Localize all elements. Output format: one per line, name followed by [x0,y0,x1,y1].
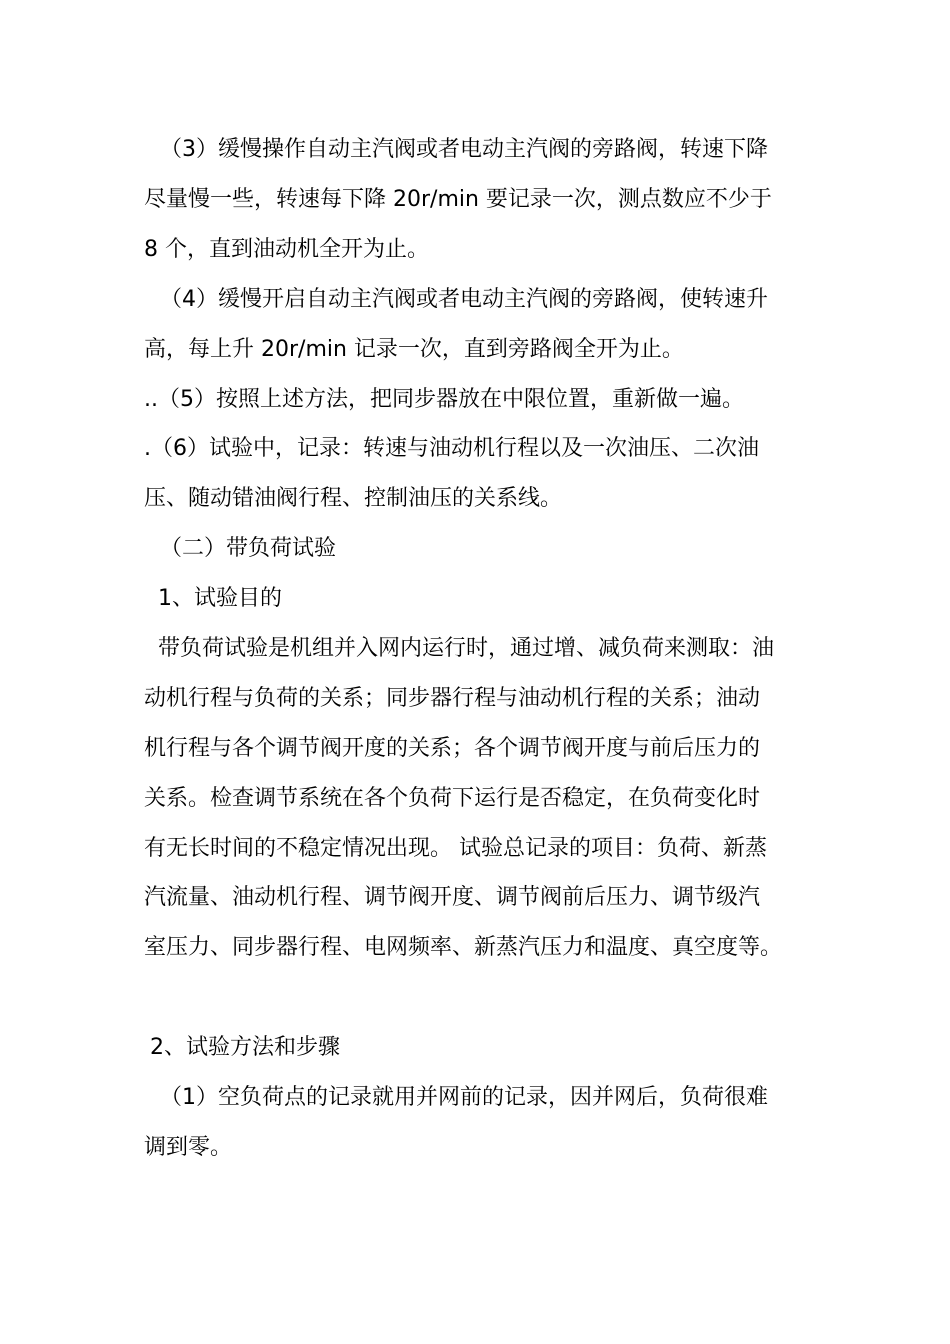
paragraph-line: 室压力、同步器行程、电网频率、新蒸汽压力和温度、真空度等。 [144,935,783,960]
paragraph-line: 机行程与各个调节阀开度的关系；各个调节阀开度与前后压力的 [144,736,761,761]
paragraph-line: （1）空负荷点的记录就用并网前的记录，因并网后，负荷很难 [160,1085,768,1110]
paragraph-line: 汽流量、油动机行程、调节阀开度、调节阀前后压力、调节级汽 [144,885,761,910]
paragraph-line: .（6）试验中，记录：转速与油动机行程以及一次油压、二次油 [144,436,759,461]
paragraph-line: 高，每上升 20r/min 记录一次，直到旁路阀全开为止。 [144,337,684,362]
paragraph-line: 8 个，直到油动机全开为止。 [144,237,429,262]
paragraph-line: 动机行程与负荷的关系；同步器行程与油动机行程的关系；油动 [144,686,761,711]
paragraph-line: （4）缓慢开启自动主汽阀或者电动主汽阀的旁路阀，使转速升 [160,287,768,312]
paragraph-line: 压、随动错油阀行程、控制油压的关系线。 [144,486,563,511]
paragraph-line: 调到零。 [144,1135,233,1160]
paragraph-line: 有无长时间的不稳定情况出现。 试验总记录的项目：负荷、新蒸 [144,836,767,861]
subsection-heading: 2、试验方法和步骤 [150,1035,340,1060]
paragraph-line: 关系。检查调节系统在各个负荷下运行是否稳定，在负荷变化时 [144,786,761,811]
paragraph-line: 带负荷试验是机组并入网内运行时，通过增、减负荷来测取：油 [158,636,775,661]
paragraph-line: 尽量慢一些，转速每下降 20r/min 要记录一次，测点数应不少于 [144,187,772,212]
section-heading: （二）带负荷试验 [160,536,337,561]
paragraph-line: （3）缓慢操作自动主汽阀或者电动主汽阀的旁路阀，转速下降 [160,137,768,162]
paragraph-line: ..（5）按照上述方法，把同步器放在中限位置，重新做一遍。 [144,387,744,412]
subsection-heading: 1、试验目的 [158,586,282,611]
